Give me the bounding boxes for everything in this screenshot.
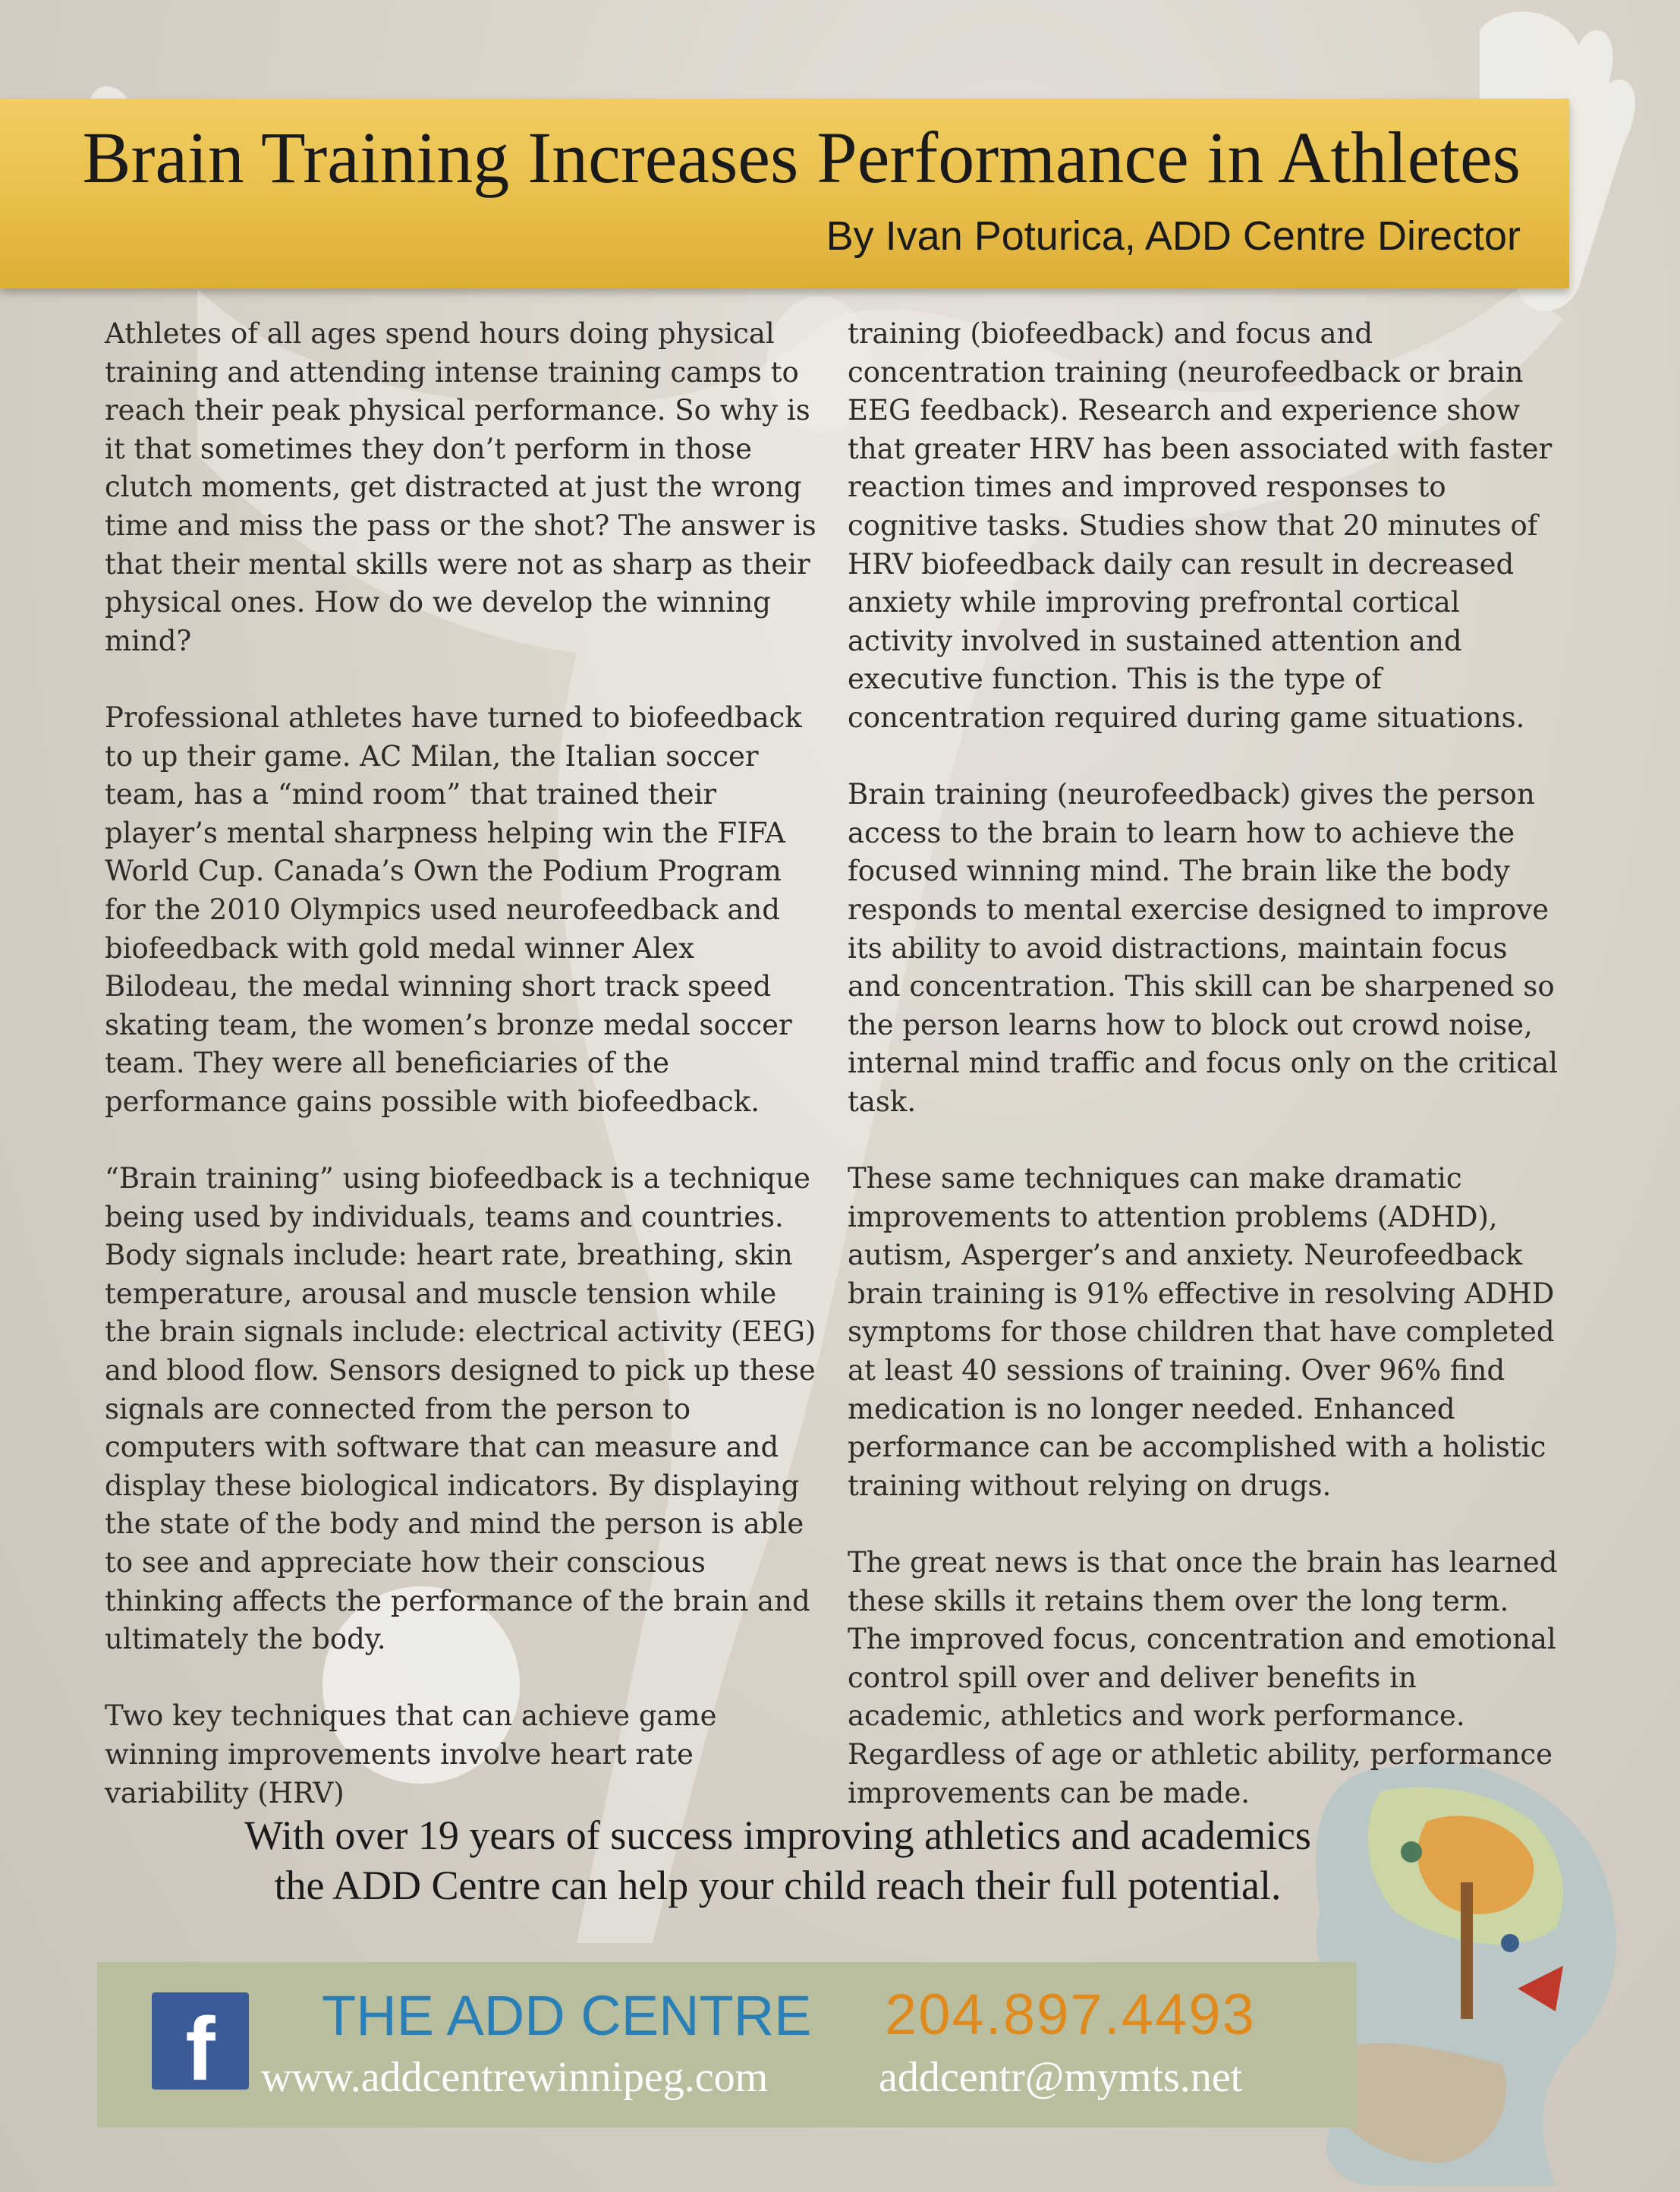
paragraph: Athletes of all ages spend hours doing physical training and attending intense training camps to reach their peak physical performance. So why is it that sometimes they don’t perform in those clutch moments, get distracted at just the wrong time and miss the pass or the shot? The answer is that their mental skills were not as sharp as their physical ones. How do we develop the winning mind? — [105, 317, 816, 657]
paragraph: Two key techniques that can achieve game winning improvements involve heart rate variability (HRV) — [105, 1699, 717, 1809]
contact-footer — [97, 1962, 1357, 2127]
phone-number[interactable]: 204.897.4493 — [885, 1983, 1256, 2047]
paragraph: Brain training (neurofeedback) gives the person access to the brain to learn how to achieve the focused winning mind. The brain like the body responds to mental exercise designed to improve its ability to avoid distractions, maintain focus and concentration. This skill can be sharpened so the person learns how to block out crowd noise, internal mind traffic and focus only on the critical task. — [848, 778, 1559, 1118]
facebook-icon[interactable] — [152, 1992, 249, 2090]
paragraph: training (biofeedback) and focus and concentration training (neurofeedback or brain EEG feedback). Research and experience show that greater HRV has been associated with faster reaction times and improved responses to cognitive tasks. Studies show that 20 minutes of HRV biofeedback daily can result in decreased anxiety while improving prefrontal cortical activity involved in sustained attention and executive function. This is the type of concentration required during game situations. — [848, 317, 1553, 734]
tagline — [152, 1810, 1404, 1910]
tagline-line-1: With over 19 years of success improving athletics and academics — [244, 1812, 1311, 1858]
paragraph: The great news is that once the brain has learned these skills it retains them over the long term. The improved focus, concentration and emotional control spill over and deliver benefits in academic, athletics and work performance. Regardless of age or athletic ability, performance improvements can be made. — [848, 1546, 1558, 1809]
right-column — [848, 315, 1561, 1851]
page-title: Brain Training Increases Performance in Athletes — [82, 117, 1521, 198]
website-link[interactable]: www.addcentrewinnipeg.com — [261, 2054, 769, 2101]
facebook-letter: f — [185, 1999, 216, 2090]
tagline-line-2: the ADD Centre can help your child reach their full potential. — [274, 1863, 1282, 1908]
org-name: THE ADD CENTRE — [322, 1984, 812, 2047]
paragraph: “Brain training” using biofeedback is a technique being used by individuals, teams and countries. Body signals include: heart rate, breathing, skin temperature, arousal and muscle tension while the brain signals include: electrical activity (EEG) and blood flow. Sensors designed to pick up these signals are connected from the person to computers with software that can measure and display these biological indicators. By displaying the state of the body and mind the person is able to see and appreciate how their conscious thinking affects the performance of the brain and ultimately the body. — [105, 1162, 816, 1656]
title-banner — [0, 99, 1569, 288]
paragraph: Professional athletes have turned to biofeedback to up their game. AC Milan, the Italian soccer team, has a “mind room” that trained their player’s mental sharpness helping win the FIFA World Cup. Canada’s Own the Podium Program for the 2010 Olympics used neurofeedback and biofeedback with gold medal winner Alex Bilodeau, the medal winning short track speed skating team, the women’s bronze medal soccer team. They were all beneficiaries of the performance gains possible with biofeedback. — [105, 701, 802, 1118]
byline: By Ivan Poturica, ADD Centre Director — [826, 213, 1521, 259]
email-link[interactable]: addcentr@mymts.net — [879, 2054, 1243, 2101]
paragraph: These same techniques can make dramatic improvements to attention problems (ADHD), autism, Asperger’s and anxiety. Neurofeedback brain training is 91% effective in resolving ADHD symptoms for those children that have completed at least 40 sessions of training. Over 96% find medication is no longer needed. Enhanced performance can be accomplished with a holistic training without relying on drugs. — [848, 1162, 1555, 1502]
left-column — [105, 315, 818, 1851]
